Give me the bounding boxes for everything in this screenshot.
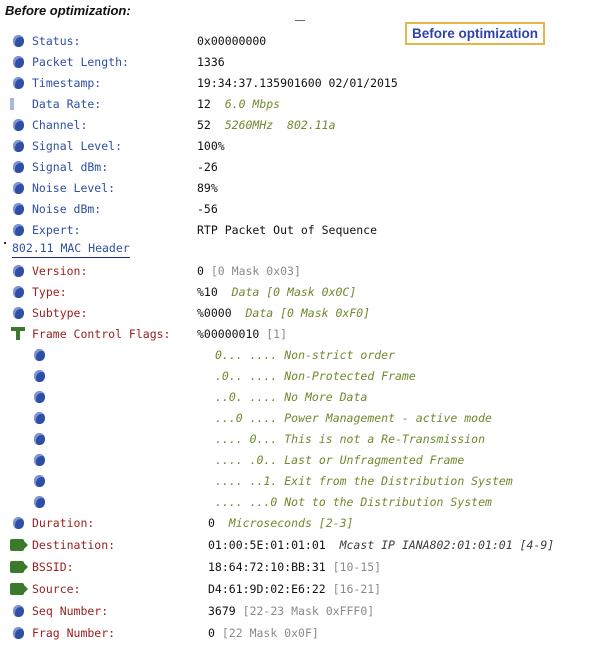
info-icon xyxy=(13,35,24,47)
field-annotation: Data [0 Mask 0xF0] xyxy=(245,306,371,320)
field-label: Seq Number: xyxy=(32,604,109,618)
flag-bit-row[interactable] xyxy=(0,471,608,491)
flag-bit-text: .... ..1. Exit from the Distribution System xyxy=(215,474,513,488)
mac-row-duration[interactable] xyxy=(0,513,608,533)
field-label: Status: xyxy=(32,34,81,48)
data-rate-bar-icon xyxy=(10,98,14,110)
info-icon xyxy=(13,605,24,617)
decode-row-timestamp[interactable] xyxy=(0,73,608,93)
field-annotation: Microseconds [2-3] xyxy=(228,516,354,530)
field-label: Timestamp: xyxy=(32,76,102,90)
info-icon xyxy=(13,627,24,639)
field-label: Data Rate: xyxy=(32,97,102,111)
field-value: 0 Microseconds [2-3] xyxy=(208,516,354,530)
info-icon xyxy=(34,349,45,361)
address-tag-icon xyxy=(10,583,24,595)
expand-tree-icon[interactable] xyxy=(11,327,25,339)
mac-header-title[interactable]: 802.11 MAC Header xyxy=(12,240,130,258)
field-value: %10 Data [0 Mask 0x0C] xyxy=(197,285,357,299)
info-icon xyxy=(34,412,45,424)
flag-bit-row[interactable] xyxy=(0,408,608,428)
field-annotation: [10-15] xyxy=(332,560,382,574)
field-value: 3679 [22-23 Mask 0xFFF0] xyxy=(208,604,375,618)
info-icon xyxy=(34,475,45,487)
info-icon xyxy=(13,203,24,215)
field-value: 52 5260MHz 802.11a xyxy=(197,118,336,132)
mac-row-destination[interactable] xyxy=(0,535,608,555)
address-tag-icon xyxy=(10,561,24,573)
field-value: 0x00000000 xyxy=(197,34,267,48)
field-value: 0 [22 Mask 0x0F] xyxy=(208,626,319,640)
field-annotation: [16-21] xyxy=(332,582,382,596)
info-icon xyxy=(13,119,24,131)
info-icon xyxy=(34,496,45,508)
info-icon xyxy=(13,224,24,236)
flag-bit-text: .... ...0 Not to the Distribution System xyxy=(215,495,492,509)
decode-row-signal-level[interactable] xyxy=(0,136,608,156)
field-value: -26 xyxy=(197,160,218,174)
field-label: Frame Control Flags: xyxy=(32,327,171,341)
info-icon xyxy=(13,286,24,298)
decode-row-packet-length[interactable] xyxy=(0,52,608,72)
field-value: 1336 xyxy=(197,55,225,69)
decode-row-signal-dbm[interactable] xyxy=(0,157,608,177)
decode-row-noise-dbm[interactable] xyxy=(0,199,608,219)
info-icon xyxy=(13,182,24,194)
flag-bit-row[interactable] xyxy=(0,429,608,449)
field-annotation: Data [0 Mask 0x0C] xyxy=(231,285,357,299)
field-value: %0000 Data [0 Mask 0xF0] xyxy=(197,306,371,320)
mac-row-type[interactable] xyxy=(0,282,608,302)
field-label: Channel: xyxy=(32,118,88,132)
flag-bit-text: .... 0... This is not a Re-Transmission xyxy=(215,432,486,446)
flag-bit-text: .... .0.. Last or Unfragmented Frame xyxy=(215,453,465,467)
flag-bit-text: ...0 .... Power Management - active mode xyxy=(215,411,492,425)
field-label: Signal dBm: xyxy=(32,160,109,174)
info-icon xyxy=(13,77,24,89)
field-annotation: [22 Mask 0x0F] xyxy=(221,626,319,640)
field-value: 18:64:72:10:BB:31 [10-15] xyxy=(208,560,382,574)
decode-row-expert[interactable] xyxy=(0,220,608,240)
field-label: Subtype: xyxy=(32,306,88,320)
field-annotation: [1] xyxy=(266,327,288,341)
field-label: Noise dBm: xyxy=(32,202,102,216)
info-icon xyxy=(13,56,24,68)
field-label: Noise Level: xyxy=(32,181,116,195)
flag-bit-row[interactable] xyxy=(0,387,608,407)
mac-row-seq-number[interactable] xyxy=(0,601,608,621)
before-optimization-badge: Before optimization xyxy=(405,22,545,45)
field-value: 89% xyxy=(197,181,218,195)
flag-bit-text: .0.. .... Non-Protected Frame xyxy=(215,369,416,383)
info-icon xyxy=(13,140,24,152)
info-icon xyxy=(34,370,45,382)
field-label: Signal Level: xyxy=(32,139,123,153)
field-annotation: [22-23 Mask 0xFFF0] xyxy=(242,604,375,618)
decode-row-channel[interactable] xyxy=(0,115,608,135)
tree-marker xyxy=(4,242,6,244)
page-title: Before optimization: xyxy=(5,3,131,18)
flag-bit-row[interactable] xyxy=(0,366,608,386)
field-annotation: [0 Mask 0x03] xyxy=(210,264,301,278)
mac-row-frame-control-flags[interactable] xyxy=(0,324,608,344)
field-value: 12 6.0 Mbps xyxy=(197,97,281,111)
info-icon xyxy=(13,307,24,319)
flag-bit-text: 0... .... Non-strict order xyxy=(215,348,396,362)
mac-header-row[interactable] xyxy=(0,240,608,260)
decode-row-status[interactable] xyxy=(0,31,608,51)
field-value: 01:00:5E:01:01:01 Mcast IP IANA802:01:01:01 [4-9] xyxy=(208,538,555,552)
flag-bit-text: ..0. .... No More Data xyxy=(215,390,368,404)
field-value: 0 [0 Mask 0x03] xyxy=(197,264,301,278)
info-icon xyxy=(13,517,24,529)
field-annotation: 5260MHz 802.11a xyxy=(224,118,336,132)
field-value: -56 xyxy=(197,202,218,216)
mac-row-source[interactable] xyxy=(0,579,608,599)
field-label: Packet Length: xyxy=(32,55,129,69)
mac-row-version[interactable] xyxy=(0,261,608,281)
info-icon xyxy=(13,161,24,173)
field-label: Duration: xyxy=(32,516,95,530)
field-label: BSSID: xyxy=(32,560,74,574)
field-value: %00000010 [1] xyxy=(197,327,288,341)
field-annotation: Mcast IP IANA802:01:01:01 [4-9] xyxy=(339,538,555,552)
info-icon xyxy=(34,391,45,403)
flag-bit-row[interactable] xyxy=(0,492,608,512)
field-value: 100% xyxy=(197,139,225,153)
field-value: D4:61:9D:02:E6:22 [16-21] xyxy=(208,582,382,596)
address-tag-icon xyxy=(10,539,24,551)
mac-row-bssid[interactable] xyxy=(0,557,608,577)
field-label: Type: xyxy=(32,285,67,299)
field-value: 19:34:37.135901600 02/01/2015 xyxy=(197,76,398,90)
field-label: Frag Number: xyxy=(32,626,116,640)
field-label: Expert: xyxy=(32,223,81,237)
info-icon xyxy=(13,265,24,277)
field-annotation: 6.0 Mbps xyxy=(224,97,281,111)
field-label: Destination: xyxy=(32,538,116,552)
decode-row-noise-level[interactable] xyxy=(0,178,608,198)
field-label: Version: xyxy=(32,264,88,278)
mac-row-subtype[interactable] xyxy=(0,303,608,323)
info-icon xyxy=(34,454,45,466)
info-icon xyxy=(34,433,45,445)
flag-bit-row[interactable] xyxy=(0,450,608,470)
flag-bit-row[interactable] xyxy=(0,345,608,365)
field-label: Source: xyxy=(32,582,81,596)
field-value: RTP Packet Out of Sequence xyxy=(197,223,378,237)
mac-row-frag-number[interactable] xyxy=(0,623,608,643)
decode-row-data-rate[interactable] xyxy=(0,94,608,114)
dash-mark xyxy=(295,20,305,21)
